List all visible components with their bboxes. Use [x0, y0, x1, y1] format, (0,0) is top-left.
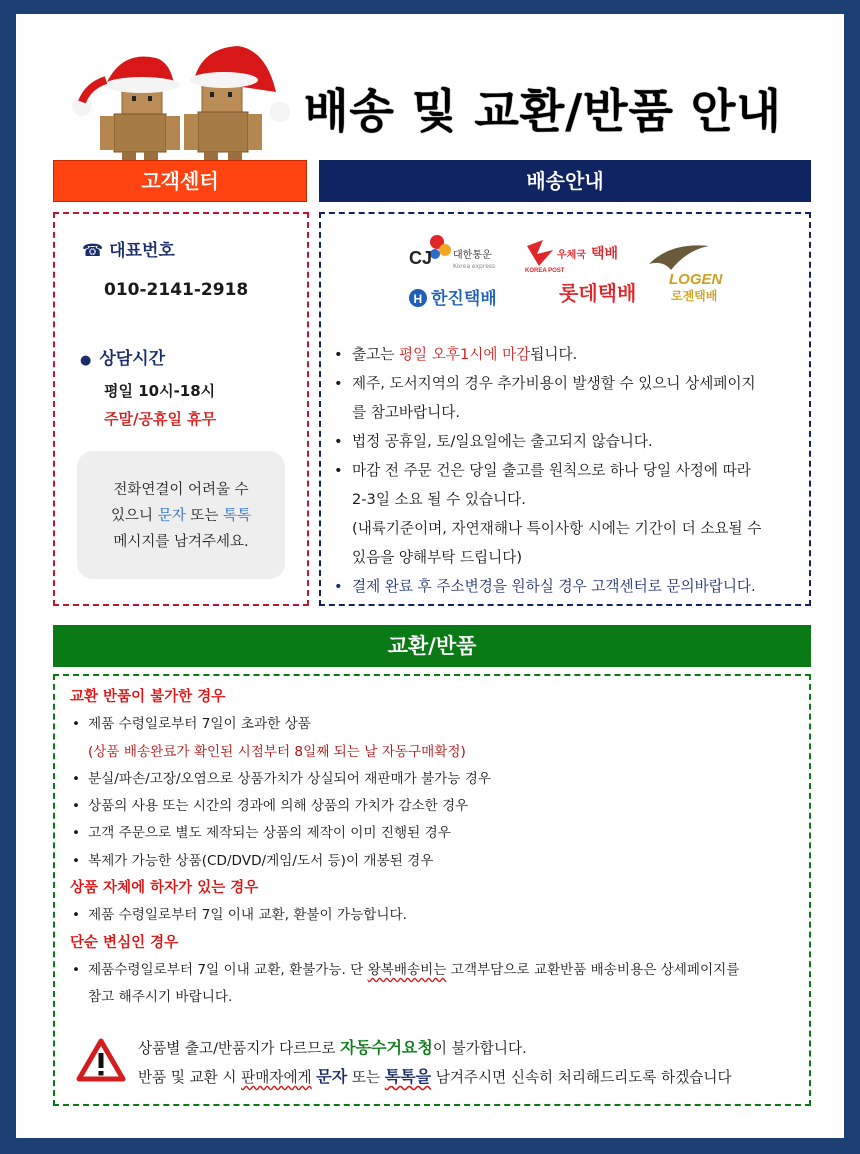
list-text: 출고는	[352, 346, 399, 363]
exchange-return-heading: 교환/반품	[53, 625, 811, 667]
list-text: 제품수령일로부터 7일 이내 교환, 환불가능. 단	[88, 961, 368, 978]
message-text: 또는	[185, 508, 223, 524]
notice-text: 남겨주시면 신속히 처리해드리도록 하겠습니다	[431, 1069, 732, 1086]
hours-weekday: 평일 10시-18시	[104, 382, 216, 400]
cj-sub: Korea express	[453, 263, 496, 270]
contact-message-box	[77, 451, 285, 579]
list-item-continued: 2-3일 소요 될 수 있습니다.	[352, 491, 526, 508]
korea-post-logo	[525, 240, 618, 274]
list-item: • 분실/파손/고장/오염으로 상품가치가 상실되어 재판매가 불가능 경우	[70, 766, 800, 793]
notice-text: 또는	[347, 1069, 385, 1086]
logen-name: LOGEN	[669, 271, 723, 288]
list-text: 고객부담으로 교환반품 배송비용은 상세페이지를	[446, 961, 740, 978]
section-heading-defect: 상품 자체에 하자가 있는 경우	[70, 880, 259, 897]
list-item-continued: 참고 해주시기 바랍니다.	[88, 989, 233, 1006]
courier-logos	[409, 230, 739, 314]
cj-name: 대한통운	[453, 250, 492, 261]
message-keyword-talk: 톡톡	[222, 508, 251, 524]
santa-hat-figures-illustration	[52, 40, 290, 170]
notice-text: 상품별 출고/반품지가 다르므로	[138, 1040, 341, 1057]
section-heading-change-of-mind: 단순 변심인 경우	[70, 934, 179, 951]
notice-text: 이 불가합니다.	[432, 1040, 527, 1057]
list-item: • 고객 주문으로 별도 제작되는 상품의 제작이 이미 진행된 경우	[70, 820, 800, 847]
list-item: • 제품 수령일로부터 7일이 초과한 상품	[70, 711, 800, 738]
message-line-2	[77, 503, 285, 529]
shipping-info-heading: 배송안내	[319, 160, 811, 202]
list-item: • 결제 완료 후 주소변경을 원하실 경우 고객센터로 문의바랍니다.	[328, 572, 806, 601]
list-item-continued: 있음을 양해부탁 드립니다)	[352, 549, 523, 566]
list-item: • 마감 전 주문 건은 당일 출고를 원칙으로 하나 당일 사정에 따라	[328, 456, 806, 485]
logen-sub: 로젠택배	[671, 289, 718, 303]
notice-line-1	[138, 1034, 808, 1063]
exchange-return-content	[70, 684, 800, 1012]
section-heading-not-allowed: 교환 반품이 불가한 경우	[70, 689, 226, 705]
hours-label-text: 상담시간	[99, 349, 166, 369]
list-item-note: (상품 배송완료가 확인된 시점부터 8일째 되는 날 자동구매확정)	[88, 743, 466, 760]
customer-center-heading: 고객센터	[53, 160, 307, 202]
list-item	[70, 957, 800, 984]
pickup-notice	[138, 1034, 808, 1092]
logen-logo	[649, 245, 724, 303]
hanjin-name: 한진택배	[431, 289, 497, 309]
list-item-continued: (내륙기준이며, 자연재해나 특이사항 시에는 기간이 더 소요될 수	[352, 520, 762, 537]
post-mark: KOREA POST	[525, 268, 565, 274]
list-item: • 상품의 사용 또는 시간의 경과에 의해 상품의 가치가 감소한 경우	[70, 793, 800, 820]
notice-line-2	[138, 1063, 808, 1092]
lotte-name: 롯데택배	[559, 281, 637, 305]
hanjin-logo	[409, 288, 497, 309]
list-item: • 복제가 가능한 상품(CD/DVD/게임/도서 등)이 개봉된 경우	[70, 848, 800, 875]
shipping-info-list	[328, 340, 806, 601]
message-keyword-text: 문자	[157, 508, 186, 524]
list-item: • 제품 수령일로부터 7일 이내 교환, 환불이 가능합니다.	[70, 902, 800, 929]
list-text: 됩니다.	[530, 346, 578, 363]
post-word: 택배	[591, 246, 619, 262]
list-item: • 법정 공휴일, 토/일요일에는 출고되지 않습니다.	[328, 427, 806, 456]
page-title: 배송 및 교환/반품 안내	[304, 84, 782, 138]
keyword-talk: 톡톡을	[384, 1067, 432, 1086]
to-seller: 판매자에게	[241, 1069, 312, 1086]
list-item	[328, 340, 806, 369]
hours-label	[80, 344, 165, 369]
list-item-continued: 를 참고바랍니다.	[352, 404, 460, 421]
hours-weekend: 주말/공휴일 휴무	[104, 410, 217, 428]
auto-pickup-request: 자동수거요청	[340, 1038, 433, 1057]
message-line-3: 메시지를 남겨주세요.	[113, 534, 249, 550]
hanjin-mark: H	[413, 292, 423, 306]
phone-label	[82, 236, 175, 261]
post-name: 우체국	[557, 250, 586, 261]
cj-mark: CJ	[409, 248, 433, 268]
cj-logo	[409, 235, 495, 270]
bullet-icon: ●	[80, 353, 92, 368]
message-line-1: 전화연결이 어려울 수	[113, 482, 249, 498]
round-trip-fee: 왕복배송비는	[367, 961, 447, 978]
notice-text: 반품 및 교환 시	[138, 1069, 242, 1086]
phone-icon: ☎	[82, 241, 104, 261]
page	[16, 14, 844, 1138]
message-text: 있으니	[111, 508, 158, 524]
list-item: • 제주, 도서지역의 경우 추가비용이 발생할 수 있으니 상세페이지	[328, 369, 806, 398]
keyword-text: 문자	[316, 1067, 348, 1086]
phone-number: 010-2141-2918	[104, 280, 249, 300]
phone-label-text: 대표번호	[109, 241, 175, 261]
warning-icon	[76, 1038, 126, 1082]
cutoff-time: 평일 오후1시에 마감	[398, 346, 531, 363]
